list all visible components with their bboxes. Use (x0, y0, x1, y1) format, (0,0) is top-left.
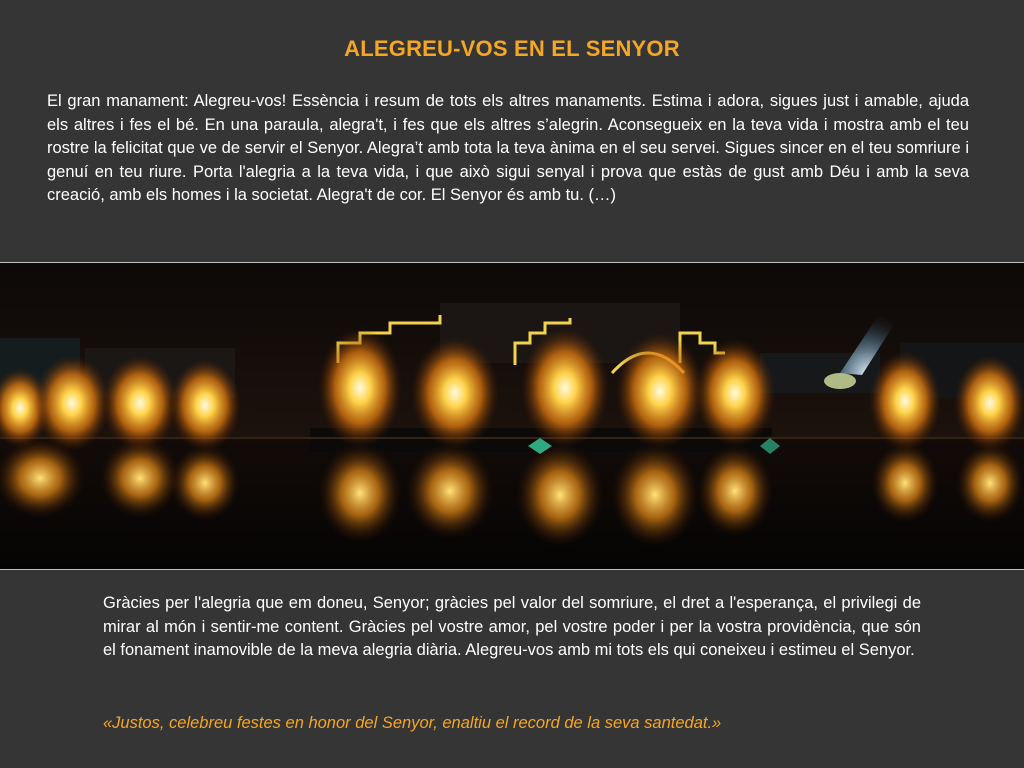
night-fountain-photo (0, 262, 1024, 570)
slide-title: ALEGREU-VOS EN EL SENYOR (344, 36, 680, 61)
intro-paragraph: El gran manament: Alegreu-vos! Essència i resum de tots els altres manaments. Estima i adora, sigues just i amable, ajuda els altres i fes el bé. En una paraula, alegra't, i fes que els altres s’alegrin. Aconsegueix en la teva vida i mostra amb el teu rostre la felicitat que ve de servir el Senyor. Alegra’t amb tota la teva ànima en el seu servei. Sigues sincer en el teu somriure i genuí en teu riure. Porta l'alegria a la teva vida, i que això sigui senyal i prova que estàs de gust amb Déu i amb la seva creació, amb els homes i la societat. Alegra't de cor. El Senyor és amb tu. (…) (47, 92, 969, 204)
closing-paragraph: Gràcies per l'alegria que em doneu, Senyor; gràcies pel valor del somriure, el dret a l'esperança, el privilegi de mirar al món i sentir-me content. Gràcies pel vostre amor, pel vostre poder i per la vostra providència, que són el fonament inamovible de la meva alegria diària. Alegreu-vos amb mi tots els qui coneixeu i estimeu el Senyor. (103, 594, 921, 659)
scripture-verse: «Justos, celebreu festes en honor del Senyor, enaltiu el record de la seva santedat.» (103, 714, 722, 732)
fountain-illustration (0, 263, 1024, 569)
